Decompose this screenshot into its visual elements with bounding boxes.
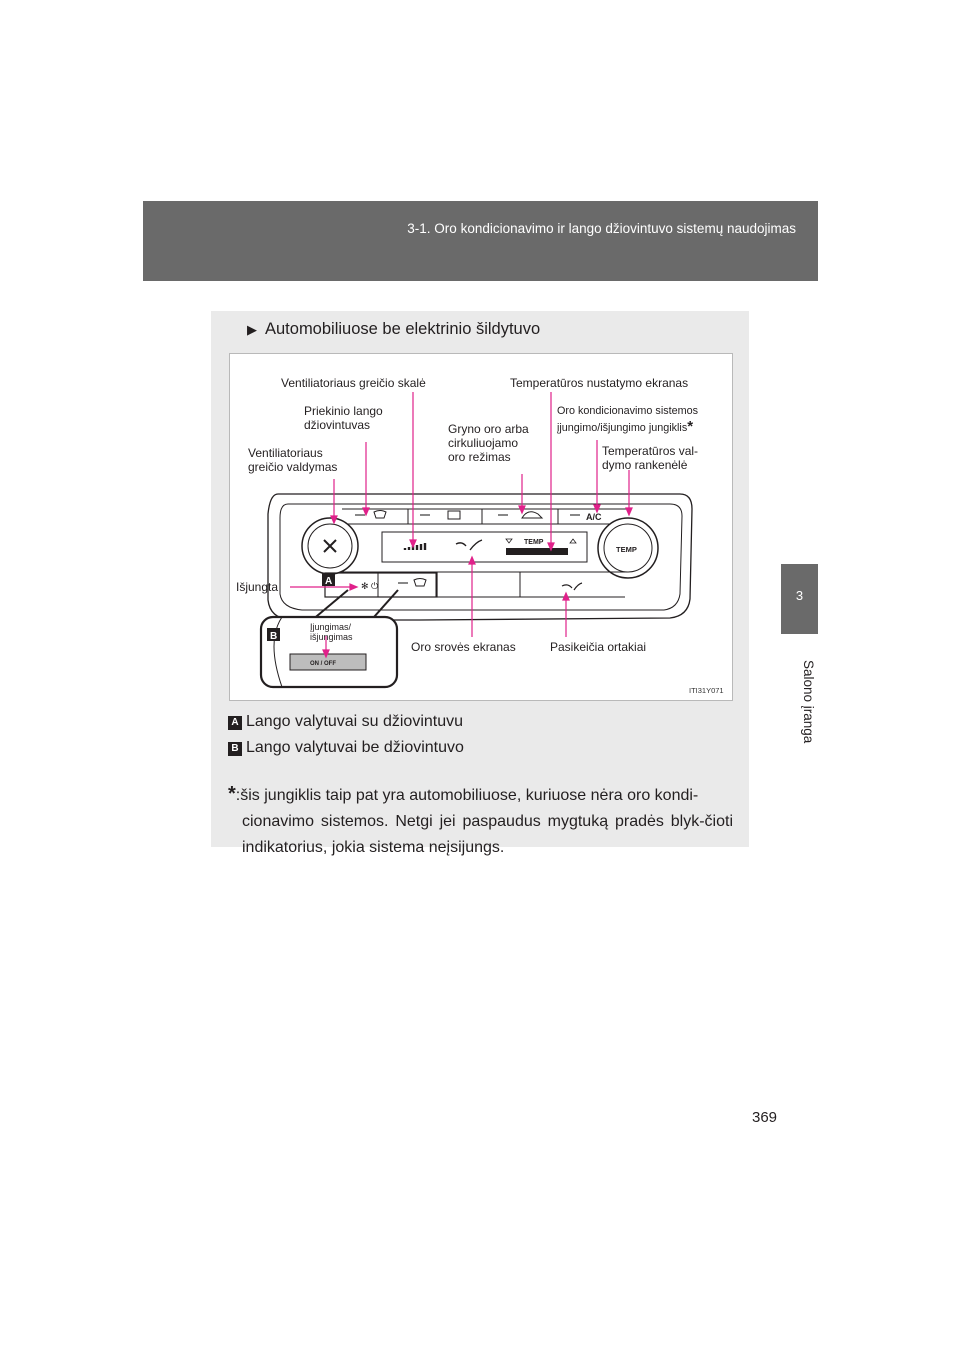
ac-button-label[interactable]: A/C [586,512,602,522]
triangle-arrow-icon: ▶ [247,322,257,337]
temp-knob-label: TEMP [616,545,637,554]
label-off: Išjungta [236,580,279,594]
wiper-indicator [398,582,408,584]
label-temp-knob-1: Temperatūros val- [602,444,699,458]
badge-b-letter: B [270,631,278,642]
section-title [247,320,540,339]
indicator-1 [355,514,365,516]
chapter-title: Salono įranga [801,660,816,744]
legend-a [228,712,463,732]
on-off-button-label[interactable]: ON / OFF [310,661,336,667]
legend-a-text: Lango valytuvai su džiovintuvu [246,713,464,730]
label-fan-control-2: greičio valdymas [248,460,338,474]
temp-scale [506,548,568,555]
legend-b-badge: B [228,742,242,756]
page-number: 369 [752,1109,778,1126]
header-bar [143,201,818,281]
label-fan-control-1: Ventiliatoriaus [248,446,323,460]
label-on-off-2: išjungimas [310,632,353,642]
label-fan-scale: Ventiliatoriaus greičio skalė [281,376,426,390]
footnote-star: * [228,783,236,805]
footnote-rest: cionavimo sistemos. Netgi jei paspaudus mygtuką pradės blyk-čioti indikatorius, jokia sistema neįsijungs. [242,813,733,856]
label-airflow-display: Oro srovės ekranas [411,640,516,654]
off-button-icon[interactable]: ✻ ⏻ [361,581,379,591]
indicator-3 [498,514,508,516]
label-fresh-air-2: cirkuliuojamo [448,436,519,450]
footnote-line-1: :šis jungiklis taip pat yra automobiliuose, kuriuose nėra oro kondi- [235,787,699,804]
footnote-first-line [228,783,733,809]
label-fresh-air-3: oro režimas [448,450,511,464]
label-temp-display: Temperatūros nustatymo ekranas [510,376,689,390]
label-front-defroster-1: Priekinio lango [304,404,383,418]
badge-a-letter: A [325,576,333,587]
label-fresh-air-1: Gryno oro arba [448,422,529,436]
label-ac-switch-2 [557,420,693,435]
legend-b-text: Lango valytuvai be džiovintuvo [246,739,464,756]
label-outlet-change: Pasikeičia ortakiai [550,640,647,654]
section-title-text: Automobiliuose be elektrinio šildytuvo [265,320,541,338]
label-on-off-1: Įjungimas/ [310,622,352,632]
control-panel-figure [229,353,733,701]
label-ac-switch-1: Oro kondicionavimo sistemos [557,405,699,417]
label-temp-knob-2: dymo rankenėlė [602,458,688,472]
figure-code: ITI31Y071 [689,686,724,695]
footnote [228,783,733,861]
indicator-4 [570,514,580,516]
label-ac-switch-2-text: įjungimo/išjungimo jungiklis [557,422,688,434]
chapter-tab[interactable] [781,564,818,634]
chapter-number: 3 [795,588,804,603]
indicator-2 [420,514,430,516]
legend-a-badge: A [228,716,242,730]
display-temp-label: TEMP [524,539,544,546]
section-heading: 3-1. Oro kondicionavimo ir lango džiovintuvo sistemų naudojimas [407,221,796,236]
content-panel [211,311,749,856]
ac-switch-star: * [687,418,694,435]
legend-b [228,738,464,758]
label-front-defroster-2: džiovintuvas [304,418,371,432]
